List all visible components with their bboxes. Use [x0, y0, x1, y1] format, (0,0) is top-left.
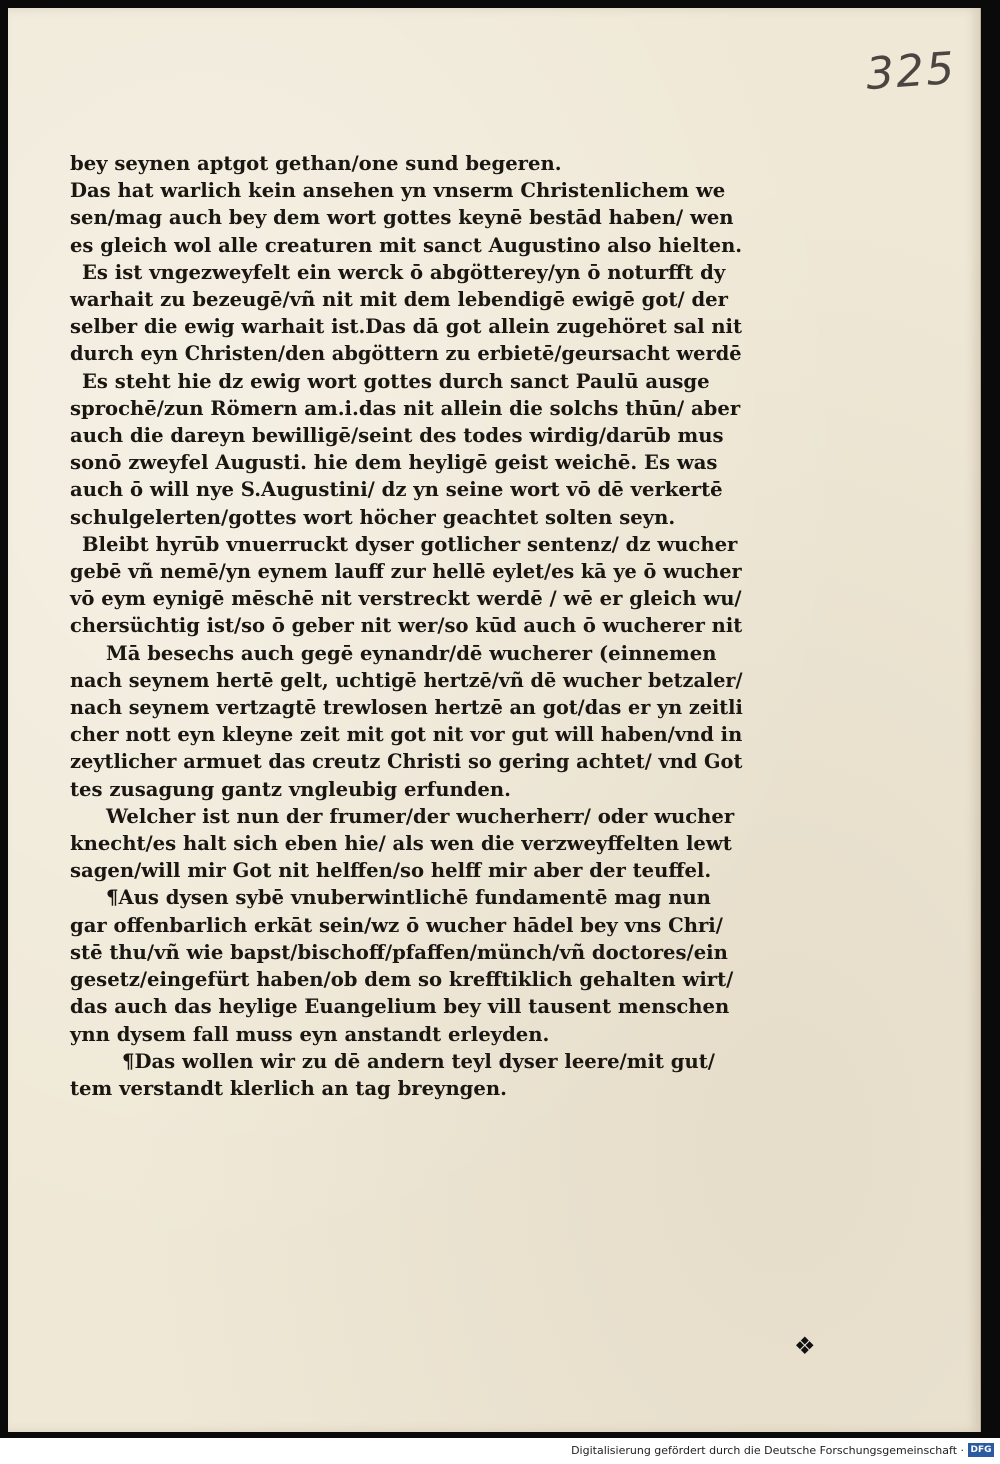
text-line: cher nott eyn kleyne zeit mit got nit vor gut will haben/vnd in — [70, 723, 743, 747]
text-line: gebē vñ nemē/yn eynem lauff zur hellē eylet/es kā ye ō wucher — [70, 560, 742, 584]
text-line: sprochē/zun Römern am.i.das nit allein die solchs thūn/ aber — [70, 396, 741, 420]
text-line: Mā besechs auch gegē eynandr/dē wucherer (einnemen — [106, 641, 717, 665]
book-page — [8, 8, 981, 1432]
text-line: Das hat warlich kein ansehen yn vnserm Christenlichem we — [70, 179, 726, 203]
text-line: durch eyn Christen/den abgöttern zu erbietē/geursacht werdē — [70, 342, 742, 366]
text-line: zeytlicher armuet das creutz Christi so gering achtet/ vnd Got — [70, 750, 743, 774]
text-line: sen/mag auch bey dem wort gottes keynē bestād haben/ wen — [70, 206, 734, 230]
footer-credit: Digitalisierung gefördert durch die Deutsche Forschungsgemeinschaft · — [571, 1444, 964, 1457]
text-line: das auch das heylige Euangelium bey vill tausent menschen — [70, 995, 730, 1019]
text-line: vō eym eynigē mēschē nit verstreckt werdē / wē er gleich wu/ — [70, 587, 742, 611]
text-line: Welcher ist nun der frumer/der wucherherr/ oder wucher — [106, 804, 735, 828]
text-line: Bleibt hyrūb vnuerruckt dyser gotlicher sentenz/ dz wucher — [82, 532, 738, 556]
text-line: selber die ewig warhait ist.Das dā got allein zugehöret sal nit — [70, 315, 742, 339]
text-line: nach seynem hertē gelt, uchtigē hertzē/vñ dē wucher betzaler/ — [70, 668, 743, 692]
text-line: warhait zu bezeugē/vñ nit mit dem lebendigē ewigē got/ der — [70, 288, 728, 312]
dfg-logo-icon: DFG — [968, 1443, 994, 1457]
text-line: nach seynem vertzagtē trewlosen hertzē an got/das er yn zeitli — [70, 696, 743, 720]
text-line: ynn dysem fall muss eyn anstandt erleyden. — [70, 1022, 550, 1046]
text-line: gar offenbarlich erkāt sein/wz ō wucher hādel bey vns Chri/ — [70, 913, 723, 937]
ornament-icon: ❖ — [794, 1332, 816, 1360]
text-line: chersüchtig ist/so ō geber nit wer/so kūd auch ō wucherer nit — [70, 614, 743, 638]
text-line: auch ō will nye S.Augustini/ dz yn seine wort vō dē verkertē — [70, 478, 723, 502]
text-line: schulgelerten/gottes wort höcher geachtet solten seyn. — [70, 505, 676, 529]
text-line: auch die dareyn bewilligē/seint des todes wirdig/darūb mus — [70, 424, 724, 448]
text-line: Es ist vngezweyfelt ein werck ō abgötterey/yn ō noturfft dy — [82, 260, 726, 284]
text-line: Es steht hie dz ewig wort gottes durch sanct Paulū ausge — [82, 369, 710, 393]
text-line: es gleich wol alle creaturen mit sanct Augustino also hielten. — [70, 233, 743, 257]
text-line: tem verstandt klerlich an tag breyngen. — [70, 1076, 507, 1100]
text-line: knecht/es halt sich eben hie/ als wen die verzweyffelten lewt — [70, 832, 732, 856]
folio-number: 325 — [864, 42, 958, 101]
text-line: sagen/will mir Got nit helffen/so helff mir aber der teuffel. — [70, 859, 712, 883]
text-line: stē thu/vñ wie bapst/bischoff/pfaffen/münch/vñ doctores/ein — [70, 940, 728, 964]
text-line: sonō zweyfel Augusti. hie dem heyligē geist weichē. Es was — [70, 451, 718, 475]
text-line: tes zusagung gantz vngleubig erfunden. — [70, 777, 511, 801]
text-line: gesetz/eingefürt haben/ob dem so krefftiklich gehalten wirt/ — [70, 968, 734, 992]
footer-bar — [0, 1438, 1000, 1464]
text-line: ¶Aus dysen sybē vnuberwintlichē fundamentē mag nun — [106, 886, 711, 910]
text-line: ¶Das wollen wir zu dē andern teyl dyser leere/mit gut/ — [122, 1049, 715, 1073]
text-line: bey seynen aptgot gethan/one sund begeren. — [70, 152, 562, 175]
text-block — [70, 150, 742, 1102]
